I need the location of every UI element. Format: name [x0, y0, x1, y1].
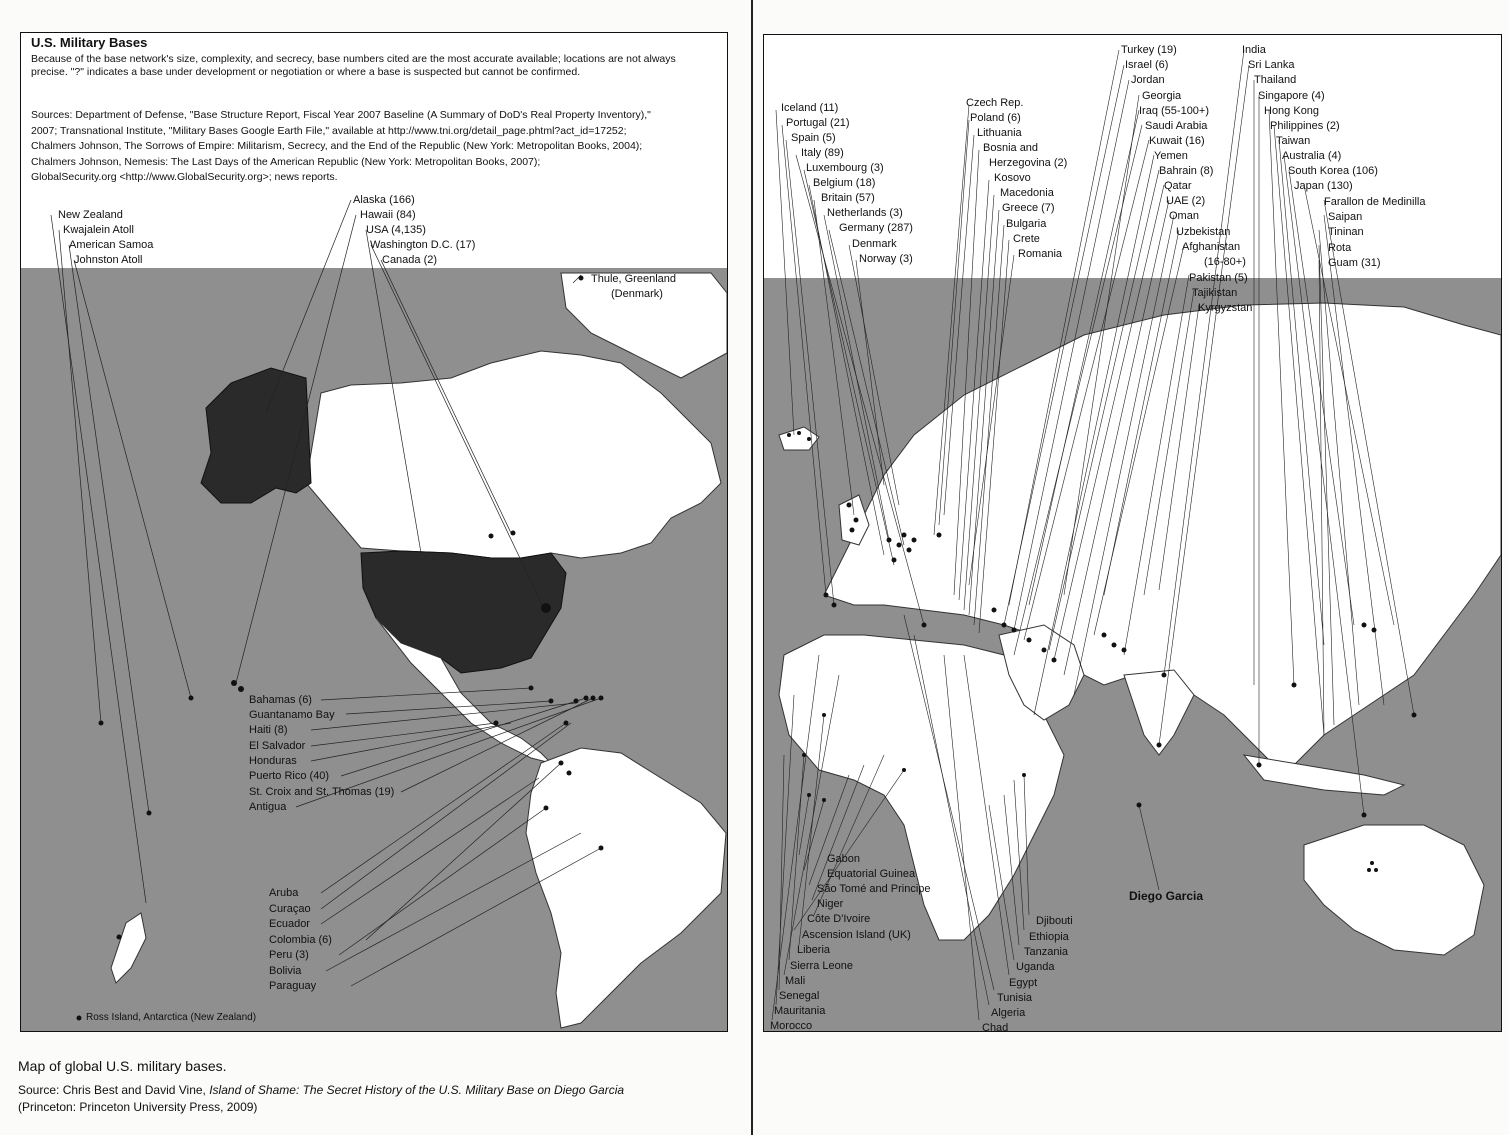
label-kuwait: Kuwait (16)	[1149, 135, 1205, 147]
label-farallon-de-medinilla: Farallon de Medinilla	[1324, 196, 1426, 208]
label-bahrain: Bahrain (8)	[1159, 165, 1214, 177]
label-iraq: Iraq (55-100+)	[1139, 105, 1210, 117]
map-intro-text: Because of the base network's size, complexity, and secrecy, base numbers cited are the most accurate available; locations are not always precise. "?" indicates a base under development or negotiation or where a base is suspected but cannot be confirmed.	[31, 53, 676, 78]
india-subcontinent	[1124, 670, 1194, 755]
label-sao-tome: São Tomé and Principe	[817, 883, 931, 895]
label-afghanistan-count: (16-80+)	[1204, 256, 1246, 268]
label-romania: Romania	[1018, 248, 1063, 260]
label-britain: Britain (57)	[821, 192, 875, 204]
label-thailand: Thailand	[1254, 74, 1297, 86]
label-georgia: Georgia	[1142, 90, 1182, 102]
label-uganda: Uganda	[1016, 961, 1055, 973]
label-guam: Guam (31)	[1328, 257, 1381, 269]
label-uae: UAE (2)	[1166, 195, 1206, 207]
label-cote-divoire: Côte D'Ivoire	[807, 913, 871, 925]
label-paraguay: Paraguay	[269, 980, 317, 992]
eastern-hemisphere-map-panel	[763, 34, 1502, 1032]
label-aruba: Aruba	[269, 887, 299, 899]
map-sources	[31, 108, 721, 186]
label-senegal: Senegal	[779, 990, 820, 1002]
label-taiwan: Taiwan	[1276, 135, 1311, 147]
label-israel: Israel (6)	[1125, 59, 1169, 71]
label-equatorial-guinea: Equatorial Guinea	[827, 868, 916, 880]
label-poland: Poland (6)	[970, 112, 1021, 124]
label-crete: Crete	[1013, 233, 1040, 245]
source-line: 2007; Transnational Institute, "Military Bases Google Earth File," available at http://www.tni.org/detail_page.phtml?act_id=17252;	[31, 124, 627, 137]
label-ethiopia: Ethiopia	[1029, 931, 1069, 943]
label-usa: USA (4,135)	[366, 224, 426, 236]
label-kwajalein-atoll: Kwajalein Atoll	[63, 224, 134, 236]
label-jordan: Jordan	[1131, 74, 1165, 86]
label-hawaii: Hawaii (84)	[360, 209, 416, 221]
label-puerto-rico: Puerto Rico (40)	[249, 770, 330, 782]
label-mauritania: Mauritania	[774, 1005, 826, 1017]
label-bulgaria: Bulgaria	[1006, 218, 1047, 230]
page-gutter	[751, 0, 753, 1135]
label-yemen: Yemen	[1154, 150, 1188, 162]
label-portugal: Portugal (21)	[786, 117, 850, 129]
label-oman: Oman	[1169, 210, 1199, 222]
label-herzegovina: Herzegovina (2)	[989, 157, 1068, 169]
label-alaska: Alaska (166)	[353, 194, 415, 206]
label-tanzania: Tanzania	[1024, 946, 1069, 958]
usa-contiguous	[361, 551, 566, 673]
label-thule-country: (Denmark)	[611, 288, 663, 300]
label-afghanistan: Afghanistan	[1182, 241, 1241, 253]
label-thule: Thule, Greenland	[591, 273, 676, 285]
label-norway: Norway (3)	[859, 253, 913, 265]
label-kyrgyzstan: Kyrgyzstan	[1198, 302, 1253, 314]
label-st-croix-st-thomas: St. Croix and St. Thomas (19)	[249, 786, 395, 798]
label-pakistan: Pakistan (5)	[1189, 272, 1248, 284]
figure-caption: Map of global U.S. military bases.	[18, 1058, 227, 1074]
label-italy: Italy (89)	[801, 147, 844, 159]
iceland	[779, 427, 819, 450]
label-sierra-leone: Sierra Leone	[790, 960, 853, 972]
label-american-samoa: American Samoa	[69, 239, 154, 251]
label-canada: Canada (2)	[382, 254, 438, 266]
label-el-salvador: El Salvador	[249, 740, 306, 752]
label-ascension-island: Ascension Island (UK)	[802, 929, 911, 941]
label-tunisia: Tunisia	[997, 992, 1033, 1004]
label-bolivia: Bolivia	[269, 965, 302, 977]
label-belgium: Belgium (18)	[813, 177, 876, 189]
label-philippines: Philippines (2)	[1270, 120, 1340, 132]
indonesia	[1244, 755, 1404, 795]
label-netherlands: Netherlands (3)	[827, 207, 903, 219]
canada-landmass	[306, 351, 721, 558]
label-turkey: Turkey (19)	[1121, 44, 1177, 56]
americas-map-panel	[20, 32, 728, 1032]
map-title: U.S. Military Bases	[31, 35, 148, 50]
label-saipan: Saipan	[1328, 211, 1363, 223]
label-luxembourg: Luxembourg (3)	[806, 162, 884, 174]
label-bosnia: Bosnia and	[983, 142, 1039, 154]
label-honduras: Honduras	[249, 755, 297, 767]
source-line: Chalmers Johnson, The Sorrows of Empire: Militarism, Secrecy, and the End of the Republic (New York: Metropolitan Books, 2004);	[31, 140, 643, 152]
label-djibouti: Djibouti	[1036, 915, 1073, 927]
label-johnston-atoll: Johnston Atoll	[74, 254, 143, 266]
label-chad: Chad	[982, 1022, 1009, 1032]
label-sri-lanka: Sri Lanka	[1248, 59, 1295, 71]
label-ecuador: Ecuador	[269, 918, 310, 930]
new-zealand	[111, 913, 146, 983]
source-prefix: Source: Chris Best and David Vine,	[18, 1083, 210, 1097]
label-peru: Peru (3)	[269, 949, 309, 961]
label-lithuania: Lithuania	[977, 127, 1022, 139]
label-egypt: Egypt	[1009, 977, 1038, 989]
source-publisher: (Princeton: Princeton University Press, 2009)	[18, 1100, 258, 1114]
label-haiti: Haiti (8)	[249, 724, 288, 736]
source-line: Sources: Department of Defense, "Base Structure Report, Fiscal Year 2007 Baseline (A Summary of DoD's Real Property Inventory),"	[31, 109, 651, 121]
label-qatar: Qatar	[1164, 180, 1192, 192]
label-curacao: Curaçao	[269, 903, 311, 915]
figure-source	[18, 1082, 624, 1116]
label-ross-island: Ross Island, Antarctica (New Zealand)	[86, 1012, 257, 1023]
label-bahamas: Bahamas (6)	[249, 694, 312, 706]
label-czech-rep: Czech Rep.	[966, 97, 1024, 109]
label-japan: Japan (130)	[1294, 180, 1353, 192]
label-south-korea: South Korea (106)	[1288, 165, 1378, 177]
label-tajikistan: Tajikistan	[1192, 287, 1238, 299]
label-mali: Mali	[785, 975, 806, 987]
label-macedonia: Macedonia	[1000, 187, 1054, 199]
label-spain: Spain (5)	[791, 132, 836, 144]
label-rota: Rota	[1328, 242, 1352, 254]
alaska	[201, 368, 311, 503]
label-colombia: Colombia (6)	[269, 934, 332, 946]
label-liberia: Liberia	[797, 944, 831, 956]
label-denmark: Denmark	[852, 238, 897, 250]
australia	[1304, 825, 1484, 955]
label-antigua: Antigua	[249, 801, 287, 813]
label-tininan: Tininan	[1328, 226, 1364, 238]
south-america	[526, 748, 726, 1028]
source-book-title: Island of Shame: The Secret History of the U.S. Military Base on Diego Garcia	[209, 1083, 625, 1097]
source-line: Chalmers Johnson, Nemesis: The Last Days of the American Republic (New York: Metropolitan Books, 2007);	[31, 155, 541, 168]
label-india: India	[1242, 44, 1266, 56]
label-iceland: Iceland (11)	[781, 102, 839, 114]
label-greece: Greece (7)	[1002, 202, 1055, 214]
label-algeria: Algeria	[991, 1007, 1026, 1019]
label-germany: Germany (287)	[839, 222, 913, 234]
label-singapore: Singapore (4)	[1258, 90, 1325, 102]
label-uzbekistan: Uzbekistan	[1176, 226, 1231, 238]
label-washington-dc: Washington D.C. (17)	[370, 239, 476, 251]
label-morocco: Morocco	[770, 1020, 813, 1032]
label-australia: Australia (4)	[1282, 150, 1342, 162]
label-gabon: Gabon	[827, 853, 861, 865]
label-niger: Niger	[817, 898, 844, 910]
label-kosovo: Kosovo	[994, 172, 1031, 184]
label-saudi-arabia: Saudi Arabia	[1145, 120, 1208, 132]
label-guantanamo-bay: Guantanamo Bay	[249, 709, 335, 721]
label-hong-kong: Hong Kong	[1264, 105, 1320, 117]
label-diego-garcia: Diego Garcia	[1129, 889, 1204, 903]
label-new-zealand: New Zealand	[58, 209, 123, 221]
source-line: GlobalSecurity.org <http://www.GlobalSecurity.org>; news reports.	[31, 171, 338, 183]
